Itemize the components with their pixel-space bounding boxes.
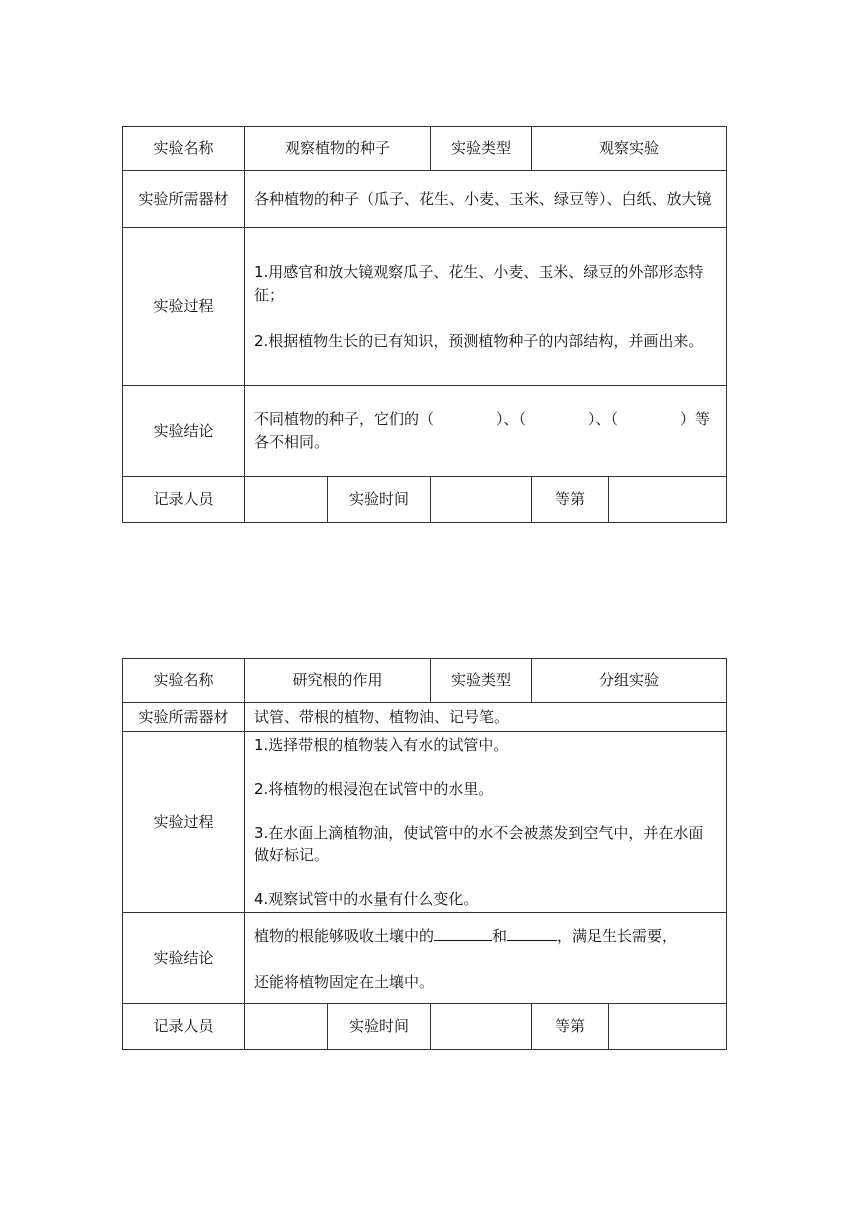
process-row <box>123 228 727 386</box>
recorder-label: 记录人员 <box>123 477 245 523</box>
conclusion-text <box>245 386 727 477</box>
materials-row <box>123 171 727 228</box>
conclusion-part: ）等各不相同。 <box>254 410 711 451</box>
grade-label: 等第 <box>532 477 609 523</box>
type-label: 实验类型 <box>431 127 532 171</box>
process-step: 3.在水面上滴植物油，使试管中的水不会被蒸发到空气中，并在水面做好标记。 <box>254 824 704 864</box>
experiment-record-table-1 <box>122 126 727 523</box>
recorder-value[interactable] <box>245 1004 328 1050</box>
materials-row <box>123 703 727 732</box>
materials-label: 实验所需器材 <box>123 171 245 228</box>
name-label: 实验名称 <box>123 127 245 171</box>
footer-row <box>123 1004 727 1050</box>
materials-label: 实验所需器材 <box>123 703 245 732</box>
name-value: 研究根的作用 <box>245 659 431 703</box>
conclusion-part: ，满足生长需要， <box>557 927 678 945</box>
time-label: 实验时间 <box>328 1004 431 1050</box>
name-value: 观察植物的种子 <box>245 127 431 171</box>
type-value: 分组实验 <box>532 659 727 703</box>
name-row <box>123 127 727 171</box>
materials-value: 各种植物的种子（瓜子、花生、小麦、玉米、绿豆等）、白纸、放大镜 <box>245 171 727 228</box>
time-value[interactable] <box>431 1004 532 1050</box>
process-step: 2.将植物的根浸泡在试管中的水里。 <box>254 780 494 798</box>
process-step: 4.观察试管中的水量有什么变化。 <box>254 890 479 908</box>
process-steps <box>245 732 727 913</box>
conclusion-part: ）、（ <box>588 410 619 428</box>
time-label: 实验时间 <box>328 477 431 523</box>
conclusion-part: 植物的根能够吸收土壤中的 <box>254 927 435 945</box>
process-label: 实验过程 <box>123 228 245 386</box>
conclusion-row <box>123 386 727 477</box>
process-label: 实验过程 <box>123 732 245 913</box>
type-label: 实验类型 <box>431 659 532 703</box>
conclusion-label: 实验结论 <box>123 913 245 1004</box>
process-row <box>123 732 727 913</box>
conclusion-line <box>254 922 718 948</box>
experiment-record-table-2 <box>122 658 727 1050</box>
conclusion-part: ）、（ <box>496 410 527 428</box>
grade-value[interactable] <box>609 477 727 523</box>
conclusion-label: 实验结论 <box>123 386 245 477</box>
grade-label: 等第 <box>532 1004 609 1050</box>
conclusion-part: 不同植物的种子，它们的（ <box>254 410 435 428</box>
recorder-label: 记录人员 <box>123 1004 245 1050</box>
process-steps <box>245 228 727 386</box>
name-row <box>123 659 727 703</box>
blank-line[interactable] <box>507 922 557 941</box>
blank-line[interactable] <box>434 922 492 941</box>
time-value[interactable] <box>431 477 532 523</box>
conclusion-part: 和 <box>492 927 508 945</box>
process-step: 1.用感官和放大镜观察瓜子、花生、小麦、玉米、绿豆的外部形态特征； <box>254 262 704 304</box>
recorder-value[interactable] <box>245 477 328 523</box>
footer-row <box>123 477 727 523</box>
type-value: 观察实验 <box>532 127 727 171</box>
conclusion-text <box>245 913 727 1004</box>
conclusion-line: 还能将植物固定在土壤中。 <box>254 973 435 991</box>
process-step: 1.选择带根的植物装入有水的试管中。 <box>254 736 509 754</box>
conclusion-row <box>123 913 727 1004</box>
materials-value: 试管、带根的植物、植物油、记号笔。 <box>245 703 727 732</box>
name-label: 实验名称 <box>123 659 245 703</box>
grade-value[interactable] <box>609 1004 727 1050</box>
process-step: 2.根据植物生长的已有知识，预测植物种子的内部结构，并画出来。 <box>254 331 704 350</box>
